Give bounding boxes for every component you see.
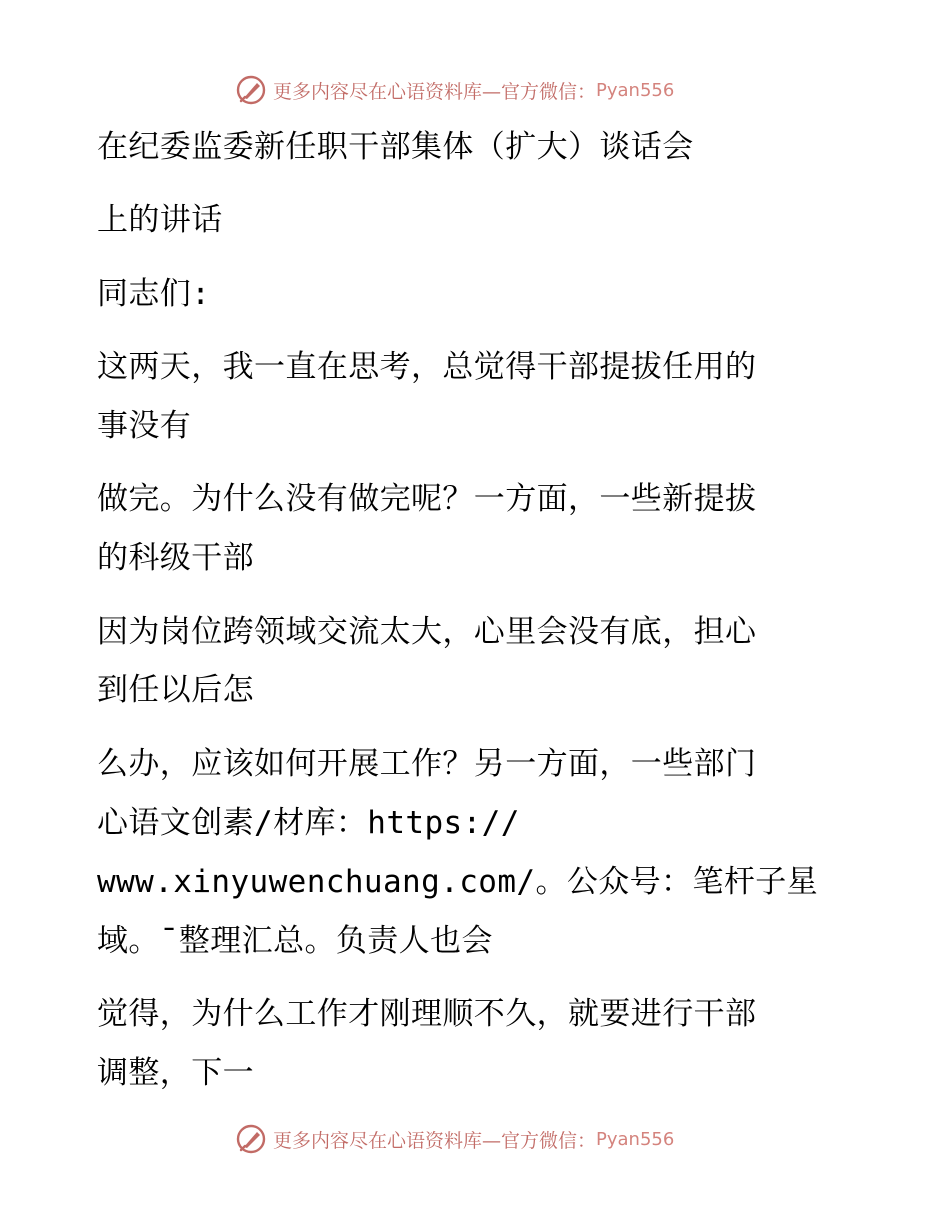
header-watermark-banner [235,73,674,107]
feather-pen-logo-icon [235,74,267,106]
paragraph-line: 事没有 [97,408,192,444]
paragraph-line: 做完。为什么没有做完呢？一方面，一些新提拔 [97,481,757,517]
paragraph-line: 域。¯整理汇总。负责人也会 [97,923,493,959]
paragraph-line: 到任以后怎 [97,672,254,708]
paragraph-line: 因为岗位跨领域交流太大，心里会没有底，担心 [97,614,757,650]
salutation: 同志们: [97,276,211,312]
banner-text: 更多内容尽在心语资料库—官方微信： [273,1129,597,1152]
paragraph-line: 么办，应该如何开展工作？另一方面，一些部门 [97,746,757,782]
paragraph-line: 心语文创素/材库：https:// [97,805,520,841]
paragraph-line: 这两天，我一直在思考，总觉得干部提拔任用的 [97,349,757,385]
document-title-line-1: 在纪委监委新任职干部集体（扩大）谈话会 [97,129,694,165]
document-title-line-2: 上的讲话 [97,202,223,238]
footer-watermark-banner [235,1122,674,1156]
paragraph-line: www.xinyuwenchuang.com/。公众号：笔杆子星 [97,864,819,900]
paragraph-line: 调整，下一 [97,1055,254,1091]
feather-pen-logo-icon [235,1123,267,1155]
banner-wechat-id: Pyan556 [596,79,675,101]
paragraph-line: 觉得，为什么工作才刚理顺不久，就要进行干部 [97,996,757,1032]
paragraph-line: 的科级干部 [97,540,254,576]
banner-text: 更多内容尽在心语资料库—官方微信： [273,80,597,103]
banner-wechat-id: Pyan556 [596,1128,675,1150]
